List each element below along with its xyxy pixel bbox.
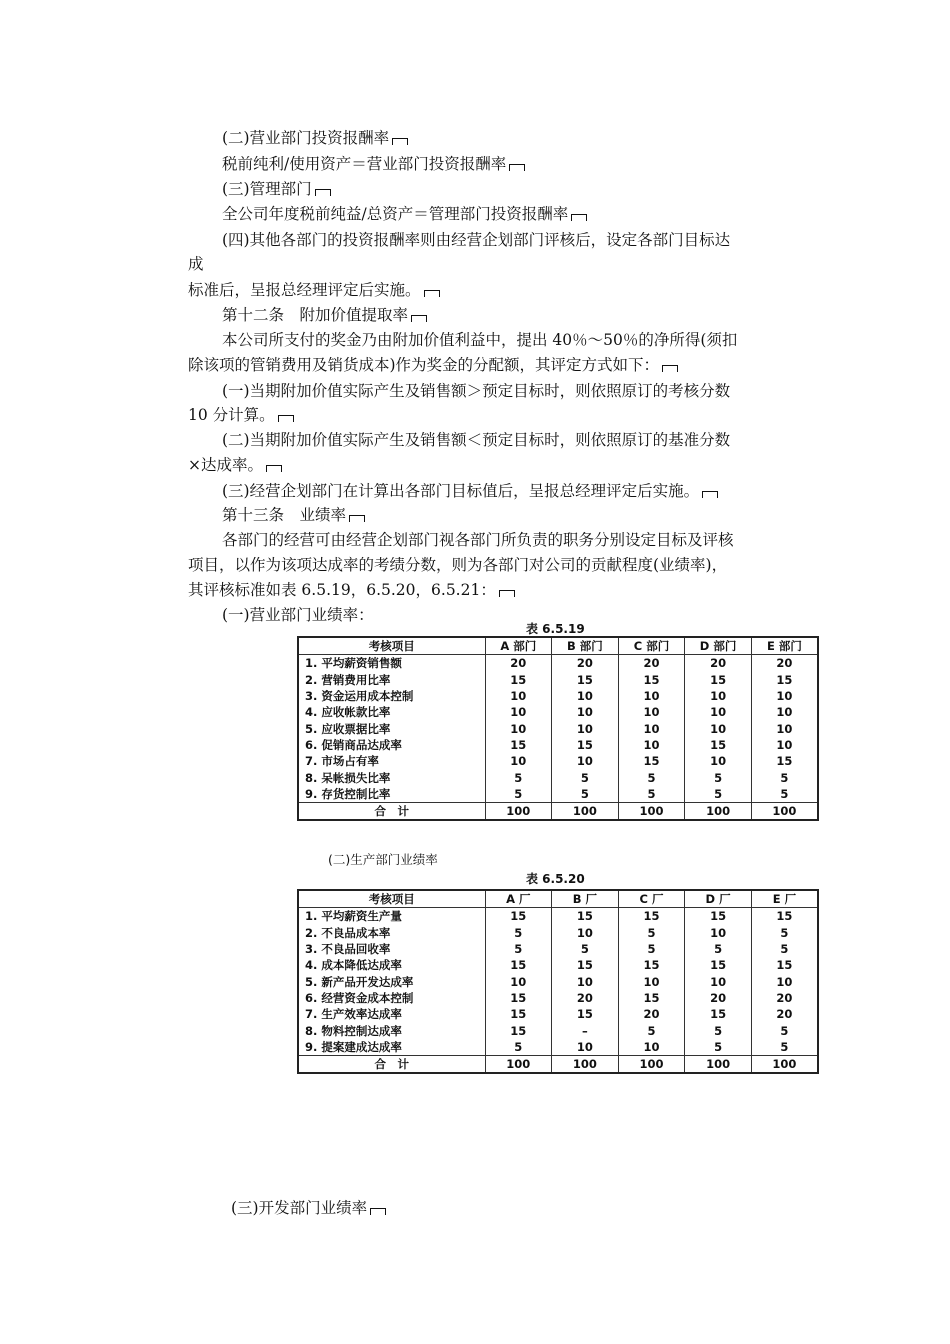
score-cell: 20 bbox=[685, 990, 752, 1006]
score-cell: 10 bbox=[485, 688, 552, 704]
row-label: 7. 生产效率达成率 bbox=[298, 1006, 485, 1022]
score-cell: 5 bbox=[685, 1039, 752, 1056]
score-cell: 15 bbox=[552, 957, 619, 973]
score-cell: 20 bbox=[685, 655, 752, 672]
score-cell: 10 bbox=[751, 704, 818, 720]
score-cell: 10 bbox=[552, 925, 619, 941]
score-cell: 5 bbox=[751, 769, 818, 785]
score-cell: 10 bbox=[618, 737, 685, 753]
score-cell: 15 bbox=[485, 737, 552, 753]
table-header-row bbox=[298, 890, 818, 908]
score-cell: 10 bbox=[751, 720, 818, 736]
score-cell: 10 bbox=[618, 688, 685, 704]
paragraph-text: 税前纯利/使用资产＝营业部门投资报酬率 bbox=[222, 155, 507, 173]
score-cell: 20 bbox=[751, 655, 818, 672]
score-cell: 5 bbox=[751, 1039, 818, 1056]
score-cell: 15 bbox=[485, 1022, 552, 1038]
score-cell: 5 bbox=[751, 925, 818, 941]
edit-mark-icon bbox=[278, 415, 294, 422]
paragraph-text: 各部门的经营可由经营企划部门视各部门所负责的职务分别设定目标及评核 bbox=[222, 531, 734, 549]
column-header: D 厂 bbox=[685, 890, 752, 908]
score-cell: – bbox=[552, 1022, 619, 1038]
paragraph-text: 除该项的管销费用及销货成本)作为奖金的分配额，其评定方式如下： bbox=[188, 356, 660, 374]
score-cell: 15 bbox=[685, 908, 752, 925]
table-row bbox=[298, 925, 818, 941]
paragraph-line bbox=[188, 280, 440, 300]
table-row bbox=[298, 1039, 818, 1056]
score-cell: 15 bbox=[618, 957, 685, 973]
total-cell: 100 bbox=[485, 802, 552, 820]
score-cell: 10 bbox=[552, 704, 619, 720]
row-label: 9. 存货控制比率 bbox=[298, 786, 485, 803]
paragraph-text: 本公司所支付的奖金乃由附加价值利益中，提出 40％～50％的净所得(须扣 bbox=[222, 331, 738, 349]
paragraph-line bbox=[222, 230, 730, 250]
score-cell: 10 bbox=[751, 737, 818, 753]
paragraph-line bbox=[188, 355, 678, 375]
paragraph-line bbox=[222, 605, 374, 625]
paragraph-line bbox=[188, 580, 515, 600]
column-header: C 厂 bbox=[618, 890, 685, 908]
score-cell: 10 bbox=[685, 973, 752, 989]
paragraph-line bbox=[222, 430, 730, 450]
paragraph-text: 成 bbox=[188, 255, 204, 273]
paragraph-line bbox=[222, 381, 730, 401]
score-cell: 5 bbox=[685, 786, 752, 803]
score-cell: 10 bbox=[618, 704, 685, 720]
table1-caption: 表 6.5.19 bbox=[526, 622, 585, 636]
score-cell: 10 bbox=[485, 753, 552, 769]
score-cell: 10 bbox=[552, 720, 619, 736]
table-row bbox=[298, 957, 818, 973]
score-cell: 10 bbox=[685, 704, 752, 720]
score-cell: 10 bbox=[685, 688, 752, 704]
score-cell: 10 bbox=[685, 753, 752, 769]
score-cell: 5 bbox=[618, 1022, 685, 1038]
table-row bbox=[298, 786, 818, 803]
score-cell: 15 bbox=[685, 737, 752, 753]
score-cell: 20 bbox=[618, 655, 685, 672]
paragraph-line bbox=[222, 305, 427, 325]
table-row bbox=[298, 973, 818, 989]
paragraph-text: 全公司年度税前纯益/总资产＝管理部门投资报酬率 bbox=[222, 205, 569, 223]
score-cell: 15 bbox=[685, 672, 752, 688]
edit-mark-icon bbox=[315, 189, 331, 196]
score-cell: 10 bbox=[485, 973, 552, 989]
paragraph-line bbox=[188, 555, 727, 575]
total-cell: 100 bbox=[685, 1055, 752, 1073]
score-cell: 15 bbox=[618, 753, 685, 769]
score-cell: 15 bbox=[552, 908, 619, 925]
score-cell: 5 bbox=[618, 925, 685, 941]
total-row bbox=[298, 1055, 818, 1073]
score-cell: 5 bbox=[552, 786, 619, 803]
score-cell: 15 bbox=[485, 957, 552, 973]
paragraph-line bbox=[222, 204, 587, 224]
total-row bbox=[298, 802, 818, 820]
score-cell: 5 bbox=[552, 941, 619, 957]
score-cell: 5 bbox=[485, 769, 552, 785]
score-cell: 20 bbox=[751, 990, 818, 1006]
row-label: 2. 营销费用比率 bbox=[298, 672, 485, 688]
table-row bbox=[298, 1022, 818, 1038]
column-header: A 厂 bbox=[485, 890, 552, 908]
score-cell: 20 bbox=[751, 1006, 818, 1022]
row-label: 3. 资金运用成本控制 bbox=[298, 688, 485, 704]
score-cell: 15 bbox=[685, 957, 752, 973]
row-label: 9. 提案建成达成率 bbox=[298, 1039, 485, 1056]
score-cell: 10 bbox=[751, 688, 818, 704]
edit-mark-icon bbox=[702, 491, 718, 498]
score-cell: 15 bbox=[751, 908, 818, 925]
column-header: B 部门 bbox=[552, 637, 619, 655]
score-cell: 15 bbox=[552, 737, 619, 753]
score-cell: 15 bbox=[552, 672, 619, 688]
edit-mark-icon bbox=[662, 365, 678, 372]
score-cell: 5 bbox=[685, 769, 752, 785]
total-cell: 100 bbox=[552, 1055, 619, 1073]
score-cell: 10 bbox=[685, 925, 752, 941]
column-header: 考核项目 bbox=[298, 890, 485, 908]
column-header: 考核项目 bbox=[298, 637, 485, 655]
table-sales-performance bbox=[297, 636, 819, 821]
total-label: 合 计 bbox=[298, 802, 485, 820]
row-label: 5. 应收票据比率 bbox=[298, 720, 485, 736]
paragraph-text: (二)营业部门投资报酬率 bbox=[222, 129, 390, 147]
score-cell: 15 bbox=[618, 908, 685, 925]
paragraph-line bbox=[222, 530, 734, 550]
table-row bbox=[298, 672, 818, 688]
score-cell: 5 bbox=[485, 925, 552, 941]
row-label: 5. 新产品开发达成率 bbox=[298, 973, 485, 989]
row-label: 6. 经营资金成本控制 bbox=[298, 990, 485, 1006]
edit-mark-icon bbox=[349, 515, 365, 522]
score-cell: 5 bbox=[685, 941, 752, 957]
table-row bbox=[298, 753, 818, 769]
table-row bbox=[298, 737, 818, 753]
table-row bbox=[298, 908, 818, 925]
row-label: 8. 物料控制达成率 bbox=[298, 1022, 485, 1038]
score-cell: 10 bbox=[685, 720, 752, 736]
row-label: 1. 平均薪资生产量 bbox=[298, 908, 485, 925]
total-cell: 100 bbox=[751, 802, 818, 820]
table-production-performance bbox=[297, 889, 819, 1074]
section3-title: (三)开发部门业绩率 bbox=[231, 1198, 386, 1218]
score-cell: 5 bbox=[751, 786, 818, 803]
paragraph-text: ×达成率。 bbox=[188, 456, 263, 474]
row-label: 6. 促销商品达成率 bbox=[298, 737, 485, 753]
score-cell: 15 bbox=[485, 908, 552, 925]
paragraph-text: 标准后，呈报总经理评定后实施。 bbox=[188, 281, 421, 299]
edit-mark-icon bbox=[571, 214, 587, 221]
score-cell: 15 bbox=[751, 957, 818, 973]
table2-caption: 表 6.5.20 bbox=[526, 872, 585, 886]
table-row bbox=[298, 655, 818, 672]
table-row bbox=[298, 720, 818, 736]
row-label: 3. 不良品回收率 bbox=[298, 941, 485, 957]
score-cell: 15 bbox=[485, 990, 552, 1006]
column-header: B 厂 bbox=[552, 890, 619, 908]
paragraph-line bbox=[222, 128, 408, 148]
total-cell: 100 bbox=[685, 802, 752, 820]
score-cell: 5 bbox=[685, 1022, 752, 1038]
score-cell: 5 bbox=[751, 941, 818, 957]
score-cell: 10 bbox=[552, 688, 619, 704]
score-cell: 10 bbox=[552, 973, 619, 989]
score-cell: 10 bbox=[485, 704, 552, 720]
total-cell: 100 bbox=[618, 802, 685, 820]
edit-mark-icon bbox=[266, 465, 282, 472]
score-cell: 10 bbox=[552, 1039, 619, 1056]
paragraph-text: 项目，以作为该项达成率的考绩分数，则为各部门对公司的贡献程度(业绩率)， bbox=[188, 556, 728, 574]
score-cell: 5 bbox=[485, 786, 552, 803]
edit-mark-icon bbox=[370, 1208, 386, 1215]
column-header: E 厂 bbox=[751, 890, 818, 908]
score-cell: 5 bbox=[751, 1022, 818, 1038]
paragraph-line bbox=[222, 154, 525, 174]
edit-mark-icon bbox=[411, 315, 427, 322]
row-label: 4. 成本降低达成率 bbox=[298, 957, 485, 973]
edit-mark-icon bbox=[424, 290, 440, 297]
paragraph-text: (三)管理部门 bbox=[222, 180, 312, 198]
table-row bbox=[298, 941, 818, 957]
score-cell: 5 bbox=[618, 769, 685, 785]
score-cell: 10 bbox=[485, 720, 552, 736]
paragraph-line bbox=[222, 481, 718, 501]
score-cell: 15 bbox=[685, 1006, 752, 1022]
table-row bbox=[298, 990, 818, 1006]
score-cell: 5 bbox=[552, 769, 619, 785]
total-cell: 100 bbox=[485, 1055, 552, 1073]
score-cell: 10 bbox=[751, 973, 818, 989]
table-row bbox=[298, 704, 818, 720]
score-cell: 5 bbox=[485, 1039, 552, 1056]
row-label: 2. 不良品成本率 bbox=[298, 925, 485, 941]
edit-mark-icon bbox=[509, 164, 525, 171]
score-cell: 5 bbox=[618, 786, 685, 803]
score-cell: 20 bbox=[485, 655, 552, 672]
paragraph-text: (三)经营企划部门在计算出各部门目标值后，呈报总经理评定后实施。 bbox=[222, 482, 700, 500]
edit-mark-icon bbox=[499, 590, 515, 597]
score-cell: 15 bbox=[618, 990, 685, 1006]
paragraph-line bbox=[222, 179, 331, 199]
paragraph-text: 其评核标准如表 6.5.19，6.5.20，6.5.21： bbox=[188, 581, 496, 599]
paragraph-line bbox=[222, 505, 365, 525]
score-cell: 15 bbox=[751, 672, 818, 688]
section2-title: (二)生产部门业绩率 bbox=[328, 852, 438, 867]
score-cell: 15 bbox=[751, 753, 818, 769]
table-row bbox=[298, 1006, 818, 1022]
score-cell: 20 bbox=[552, 990, 619, 1006]
column-header: C 部门 bbox=[618, 637, 685, 655]
column-header: D 部门 bbox=[685, 637, 752, 655]
row-label: 4. 应收帐款比率 bbox=[298, 704, 485, 720]
score-cell: 10 bbox=[618, 720, 685, 736]
total-cell: 100 bbox=[751, 1055, 818, 1073]
column-header: E 部门 bbox=[751, 637, 818, 655]
score-cell: 20 bbox=[618, 1006, 685, 1022]
row-label: 8. 呆帐损失比率 bbox=[298, 769, 485, 785]
table-header-row bbox=[298, 637, 818, 655]
paragraph-text: 第十三条 业绩率 bbox=[222, 506, 347, 524]
total-cell: 100 bbox=[552, 802, 619, 820]
table-row bbox=[298, 688, 818, 704]
paragraph-text: (一)当期附加价值实际产生及销售额＞预定目标时，则依照原订的考核分数 bbox=[222, 382, 731, 400]
row-label: 7. 市场占有率 bbox=[298, 753, 485, 769]
paragraph-line bbox=[188, 455, 282, 475]
total-label: 合 计 bbox=[298, 1055, 485, 1073]
table-row bbox=[298, 769, 818, 785]
score-cell: 15 bbox=[485, 1006, 552, 1022]
paragraph-line bbox=[222, 330, 737, 350]
paragraph-line bbox=[188, 405, 294, 425]
score-cell: 5 bbox=[618, 941, 685, 957]
paragraph-text: (四)其他各部门的投资报酬率则由经营企划部门评核后，设定各部门目标达 bbox=[222, 231, 731, 249]
paragraph-text: (一)营业部门业绩率： bbox=[222, 606, 374, 624]
score-cell: 20 bbox=[552, 655, 619, 672]
score-cell: 5 bbox=[485, 941, 552, 957]
column-header: A 部门 bbox=[485, 637, 552, 655]
paragraph-text: (二)当期附加价值实际产生及销售额＜预定目标时，则依照原订的基准分数 bbox=[222, 431, 731, 449]
score-cell: 10 bbox=[618, 973, 685, 989]
row-label: 1. 平均薪资销售额 bbox=[298, 655, 485, 672]
score-cell: 10 bbox=[618, 1039, 685, 1056]
paragraph-text: 第十二条 附加价值提取率 bbox=[222, 306, 409, 324]
total-cell: 100 bbox=[618, 1055, 685, 1073]
paragraph-line bbox=[188, 254, 204, 274]
score-cell: 15 bbox=[552, 1006, 619, 1022]
score-cell: 15 bbox=[618, 672, 685, 688]
score-cell: 15 bbox=[485, 672, 552, 688]
paragraph-text: 10 分计算。 bbox=[188, 406, 275, 424]
score-cell: 10 bbox=[552, 753, 619, 769]
edit-mark-icon bbox=[392, 138, 408, 145]
